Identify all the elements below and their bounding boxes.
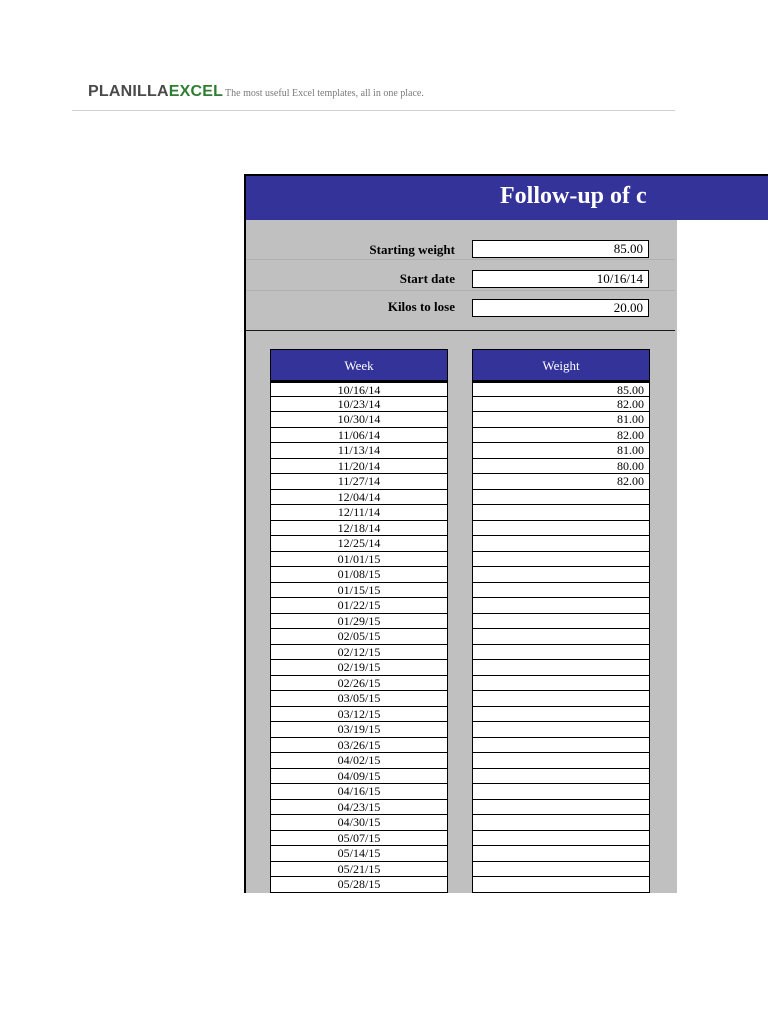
weight-cell[interactable]	[472, 552, 650, 568]
week-cell[interactable]: 12/04/14	[270, 490, 448, 506]
week-cell[interactable]: 03/12/15	[270, 707, 448, 723]
section-divider	[246, 330, 675, 331]
weight-cell[interactable]	[472, 660, 650, 676]
weight-cell[interactable]	[472, 846, 650, 862]
week-cell[interactable]: 05/14/15	[270, 846, 448, 862]
weight-cell[interactable]	[472, 722, 650, 738]
week-cell[interactable]: 01/01/15	[270, 552, 448, 568]
week-cell[interactable]: 02/12/15	[270, 645, 448, 661]
weight-cell[interactable]	[472, 738, 650, 754]
row-divider	[246, 290, 675, 291]
week-column	[270, 381, 448, 893]
row-divider	[246, 259, 675, 260]
week-cell[interactable]: 04/09/15	[270, 769, 448, 785]
week-cell[interactable]: 03/26/15	[270, 738, 448, 754]
week-cell[interactable]: 01/22/15	[270, 598, 448, 614]
weight-cell[interactable]	[472, 645, 650, 661]
weight-column-header: Weight	[472, 349, 650, 381]
weight-cell[interactable]	[472, 769, 650, 785]
weight-cell[interactable]: 82.00	[472, 474, 650, 490]
starting-weight-field[interactable]: 85.00	[472, 240, 649, 258]
week-cell[interactable]: 02/26/15	[270, 676, 448, 692]
week-column-header: Week	[270, 349, 448, 381]
week-cell[interactable]: 10/16/14	[270, 381, 448, 397]
week-cell[interactable]: 11/13/14	[270, 443, 448, 459]
week-cell[interactable]: 03/19/15	[270, 722, 448, 738]
weight-cell[interactable]	[472, 567, 650, 583]
weight-cell[interactable]	[472, 784, 650, 800]
week-cell[interactable]: 01/15/15	[270, 583, 448, 599]
week-cell[interactable]: 04/23/15	[270, 800, 448, 816]
week-cell[interactable]: 04/30/15	[270, 815, 448, 831]
weight-cell[interactable]	[472, 691, 650, 707]
start-date-field[interactable]: 10/16/14	[472, 270, 649, 288]
weight-cell[interactable]: 80.00	[472, 459, 650, 475]
week-cell[interactable]: 12/18/14	[270, 521, 448, 537]
week-cell[interactable]: 11/27/14	[270, 474, 448, 490]
week-cell[interactable]: 11/06/14	[270, 428, 448, 444]
weight-cell[interactable]	[472, 536, 650, 552]
kilos-to-lose-label: Kilos to lose	[387, 299, 455, 314]
weight-cell[interactable]	[472, 753, 650, 769]
weight-cell[interactable]	[472, 831, 650, 847]
planillaexcel-logo: PLANILLAEXCEL	[88, 83, 224, 100]
weight-cell[interactable]	[472, 815, 650, 831]
weight-cell[interactable]: 82.00	[472, 428, 650, 444]
start-date-label: Start date	[399, 271, 455, 286]
brand-header	[88, 83, 424, 103]
tagline: The most useful Excel templates, all in one place.	[225, 88, 424, 99]
week-cell[interactable]: 04/16/15	[270, 784, 448, 800]
week-cell[interactable]: 05/07/15	[270, 831, 448, 847]
week-cell[interactable]: 01/29/15	[270, 614, 448, 630]
weight-cell[interactable]	[472, 505, 650, 521]
week-cell[interactable]: 02/05/15	[270, 629, 448, 645]
weight-cell[interactable]	[472, 707, 650, 723]
week-cell[interactable]: 10/30/14	[270, 412, 448, 428]
week-cell[interactable]: 12/25/14	[270, 536, 448, 552]
week-cell[interactable]: 10/23/14	[270, 397, 448, 413]
week-cell[interactable]: 11/20/14	[270, 459, 448, 475]
weight-cell[interactable]	[472, 490, 650, 506]
week-cell[interactable]: 04/02/15	[270, 753, 448, 769]
week-cell[interactable]: 05/21/15	[270, 862, 448, 878]
weight-cell[interactable]: 81.00	[472, 443, 650, 459]
header-divider	[72, 110, 675, 111]
weight-cell[interactable]	[472, 800, 650, 816]
week-cell[interactable]: 02/19/15	[270, 660, 448, 676]
weight-cell[interactable]	[472, 521, 650, 537]
kilos-to-lose-field[interactable]: 20.00	[472, 299, 649, 317]
weight-cell[interactable]: 82.00	[472, 397, 650, 413]
weight-column	[472, 381, 650, 893]
week-cell[interactable]: 12/11/14	[270, 505, 448, 521]
weight-cell[interactable]	[472, 877, 650, 893]
sheet-title: Follow-up of c	[500, 183, 647, 209]
week-cell[interactable]: 01/08/15	[270, 567, 448, 583]
week-cell[interactable]: 05/28/15	[270, 877, 448, 893]
week-cell[interactable]: 03/05/15	[270, 691, 448, 707]
weight-cell[interactable]	[472, 614, 650, 630]
weight-cell[interactable]	[472, 598, 650, 614]
weight-cell[interactable]	[472, 676, 650, 692]
weight-cell[interactable]	[472, 862, 650, 878]
starting-weight-label: Starting weight	[369, 242, 455, 257]
weight-cell[interactable]	[472, 629, 650, 645]
weight-cell[interactable]: 81.00	[472, 412, 650, 428]
weight-cell[interactable]	[472, 583, 650, 599]
weight-cell[interactable]: 85.00	[472, 381, 650, 397]
